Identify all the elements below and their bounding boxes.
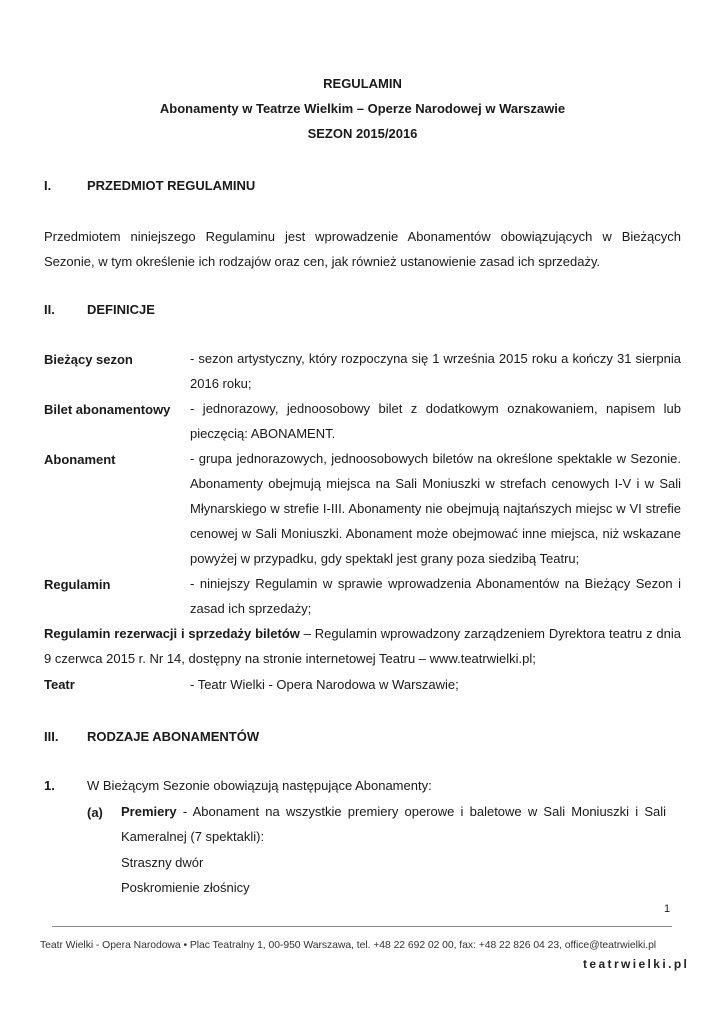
definition-term: Regulamin rezerwacji i sprzedaży biletów	[44, 626, 300, 641]
definition-text: – Regulamin wprowadzony zarządzeniem Dyrektora teatru z dnia 9 czerwca 2015 r. Nr 14, dostępny na stronie internetowej Teatru – www.teatrwielki.pl;	[44, 626, 681, 666]
definition-term: Regulamin	[44, 577, 111, 592]
section-2-number: II.	[44, 302, 55, 317]
section-2-title: DEFINICJE	[87, 302, 155, 317]
section-1-title: PRZEDMIOT REGULAMINU	[87, 178, 256, 193]
season-label: SEZON 2015/2016	[307, 126, 418, 141]
definition-regulamin-rezerwacji	[44, 621, 681, 671]
page-number: 1	[664, 903, 671, 915]
section-3-number: III.	[44, 729, 59, 744]
footer-brand: teatrwielki.pl	[583, 957, 690, 971]
sub-point-a-paragraph	[121, 799, 666, 849]
sub-point-a-text: - Abonament na wszystkie premiery operowe i baletowe w Sali Moniuszki i Sali Kameralnej (7 spektakli):	[121, 804, 666, 844]
document-title: REGULAMIN	[323, 76, 402, 91]
section-1-paragraph: Przedmiotem niniejszego Regulaminu jest wprowadzenie Abonamentów obowiązujących w Bieżących Sezonie, w tym określenie ich rodzajów oraz cen, jak również ustanowienie zasad ich sprzedaży.	[44, 229, 681, 269]
definition-text: - niniejszy Regulamin w sprawie wprowadzenia Abonamentów na Bieżący Sezon i zasad ich sprzedaży;	[190, 576, 681, 616]
list-item: Straszny dwór	[121, 855, 204, 870]
definition-text: - sezon artystyczny, który rozpoczyna się 1 września 2015 roku a kończy 31 sierpnia 2016 roku;	[190, 351, 681, 391]
definition-term: Abonament	[44, 452, 116, 467]
definition-term: Bilet abonamentowy	[44, 402, 171, 417]
sub-point-a-name: Premiery	[121, 804, 177, 819]
document-subtitle: Abonamenty w Teatrze Wielkim – Operze Narodowej w Warszawie	[159, 101, 566, 116]
definition-term: Teatr	[44, 677, 75, 692]
section-1-number: I.	[44, 178, 52, 193]
definition-text: - jednorazowy, jednoosobowy bilet z dodatkowym oznakowaniem, napisem lub pieczęcią: ABONAMENT.	[190, 401, 681, 441]
footer-divider	[52, 926, 672, 927]
sub-point-a-label: (a)	[87, 805, 103, 820]
point-1-number: 1.	[44, 778, 55, 793]
point-1-text: W Bieżącym Sezonie obowiązują następujące Abonamenty:	[87, 778, 432, 793]
definition-text: - Teatr Wielki - Opera Narodowa w Warszawie;	[190, 677, 459, 692]
definition-text: - grupa jednorazowych, jednoosobowych biletów na określone spektakle w Sezonie. Abonamenty obejmują miejsca na Sali Moniuszki w strefach cenowych I-V i w Sali Młynarskiego w strefie I-III. Abonamenty nie obejmują najtańszych miejsc w VI strefie cenowej w Sali Moniuszki. Abonament może obejmować inne miejsca, niż wskazane powyżej w przypadku, gdy spektakl jest grany poza siedzibą Teatru;	[190, 451, 681, 566]
section-3-title: RODZAJE ABONAMENTÓW	[87, 729, 260, 744]
footer-address: Teatr Wielki - Opera Narodowa • Plac Teatralny 1, 00-950 Warszawa, tel. +48 22 692 02 00, fax: +48 22 826 04 23, office@teatrwielki.pl	[40, 940, 657, 951]
list-item: Poskromienie złośnicy	[121, 880, 250, 895]
definition-term: Bieżący sezon	[44, 352, 133, 367]
